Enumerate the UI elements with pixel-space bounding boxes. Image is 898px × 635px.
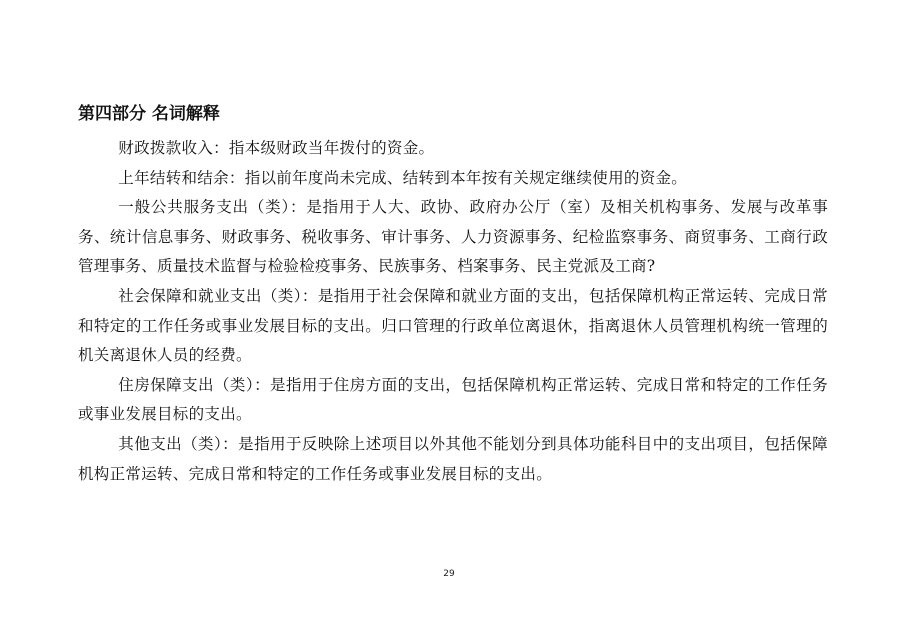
section-heading: 第四部分 名词解释 (78, 104, 220, 124)
paragraph-housing-security: 住房保障支出（类）：是指用于住房方面的支出，包括保障机构正常运转、完成日常和特定的工作任务或事业发展目标的支出。 (78, 375, 828, 424)
paragraph-general-public-services: 一般公共服务支出（类）：是指用于人大、政协、政府办公厅（室）及相关机构事务、发展与改革事务、统计信息事务、财政事务、税收事务、审计事务、人力资源事务、纪检监察事务、商贸事务、工商行政管理事务、质量技术监督与检验检疫事务、民族事务、档案事务、民主党派及工商? (78, 198, 828, 276)
page-number: 29 (443, 569, 455, 579)
paragraph-fiscal-appropriation-income: 财政拨款收入：指本级财政当年拨付的资金。 (118, 139, 435, 157)
document-body (78, 134, 828, 489)
paragraph-other-expenditure: 其他支出（类）：是指用于反映除上述项目以外其他不能划分到具体功能科目中的支出项目，包括保障机构正常运转、完成日常和特定的工作任务或事业发展目标的支出。 (78, 434, 828, 483)
paragraph-prior-year-carryover: 上年结转和结余：指以前年度尚未完成、结转到本年按有关规定继续使用的资金。 (118, 168, 688, 187)
paragraph-social-security-employment: 社会保障和就业支出（类）：是指用于社会保障和就业方面的支出，包括保障机构正常运转、完成日常和特定的工作任务或事业发展目标的支出。归口管理的行政单位离退休，指离退休人员管理机构统一管理的机关离退休人员的经费。 (78, 286, 828, 365)
